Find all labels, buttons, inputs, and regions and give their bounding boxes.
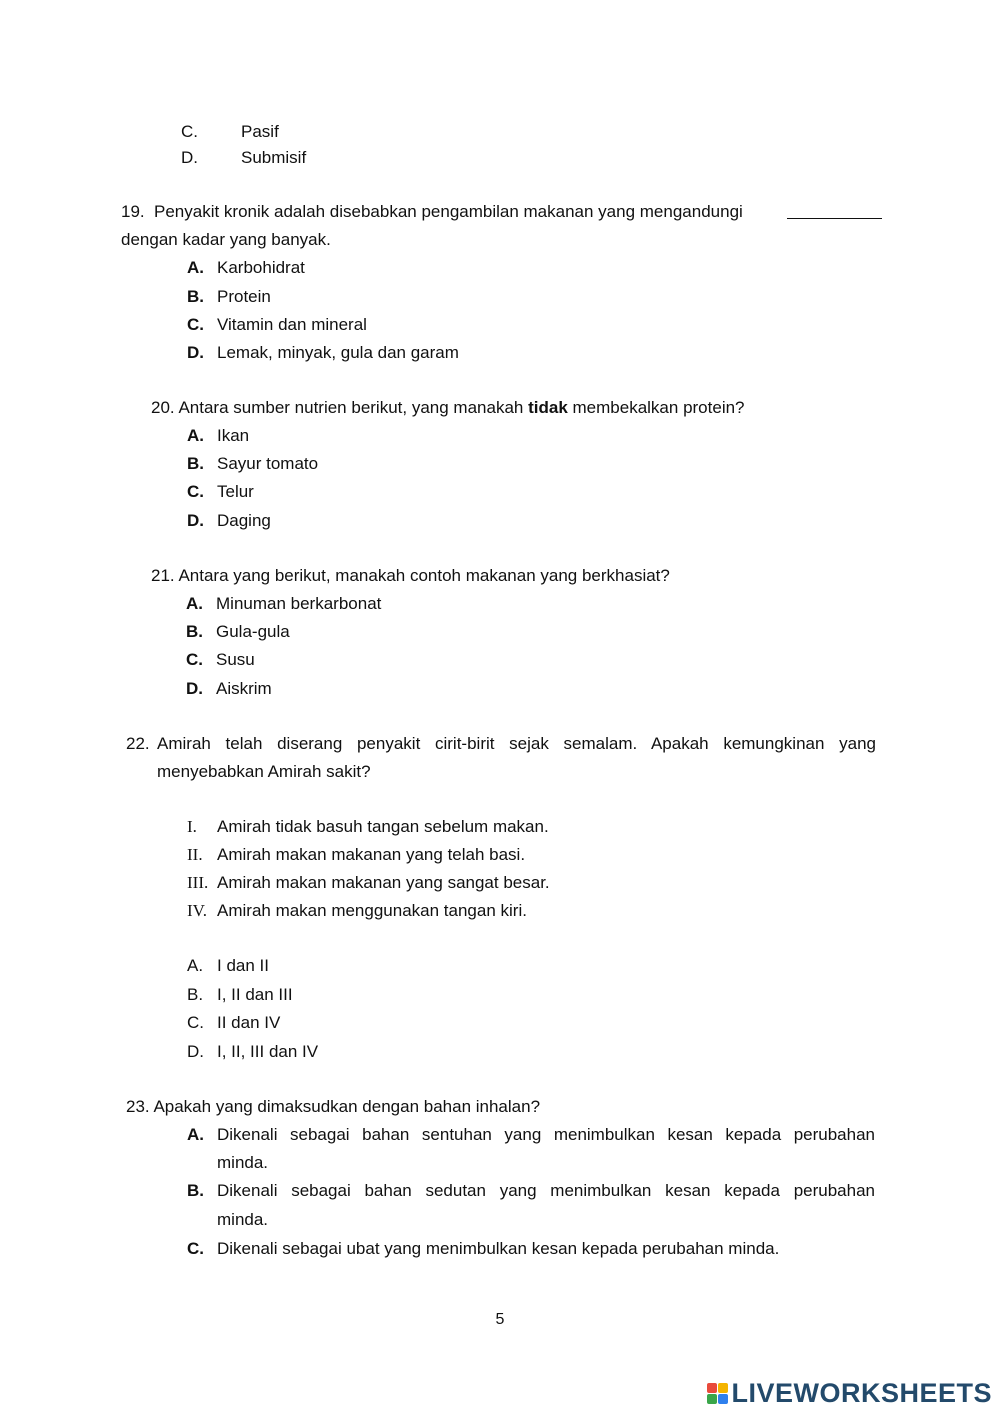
question-21-text: Antara yang berikut, manakah contoh makanan yang berkhasiat? <box>178 566 670 585</box>
q22-option-b-text: I, II dan III <box>217 985 293 1004</box>
logo-tile-blue <box>718 1394 728 1404</box>
q23-option-a-text: Dikenali sebagai bahan sentuhan yang menimbulkan kesan kepada perubahan <box>217 1125 875 1144</box>
q20-option-b-label: B. <box>187 454 204 473</box>
question-21-number: 21. <box>151 566 175 585</box>
statement-ii-label: II. <box>187 845 203 864</box>
q20-option-d-label: D. <box>187 511 204 530</box>
q23-option-a-label: A. <box>187 1125 204 1144</box>
q21-option-a-label: A. <box>186 594 203 613</box>
q22-option-a-text: I dan II <box>217 956 269 975</box>
q20-option-a-text: Ikan <box>217 426 250 445</box>
liveworksheets-logo-icon <box>707 1383 728 1404</box>
statement-ii-text: Amirah makan makanan yang telah basi. <box>217 845 526 864</box>
logo-tile-yellow <box>718 1383 728 1393</box>
q22-option-b-label: B. <box>187 985 204 1004</box>
q20-option-a-label: A. <box>187 426 204 445</box>
question-23 <box>126 1097 540 1117</box>
question-20-number: 20. <box>151 398 175 417</box>
q22-option-a-label: A. <box>187 956 204 975</box>
q22-option-d-label: D. <box>187 1042 204 1061</box>
q22-option-c-text: II dan IV <box>217 1013 281 1032</box>
question-19-text-cont: dengan kadar yang banyak. <box>121 230 331 249</box>
question-23-number: 23. <box>126 1097 150 1116</box>
question-22-number: 22. <box>126 734 150 753</box>
q21-option-c-text: Susu <box>216 650 255 669</box>
q21-option-d-label: D. <box>186 679 203 698</box>
q23-option-b-text: Dikenali sebagai bahan sedutan yang menimbulkan kesan kepada perubahan <box>217 1181 875 1200</box>
q22-option-c-label: C. <box>187 1013 204 1032</box>
option-d-text: Submisif <box>241 148 307 167</box>
question-19-text: Penyakit kronik adalah disebabkan pengambilan makanan yang mengandungi <box>154 202 743 221</box>
q23-option-b-label: B. <box>187 1181 204 1200</box>
q21-option-a-text: Minuman berkarbonat <box>216 594 382 613</box>
q23-option-a-text-cont: minda. <box>217 1153 269 1172</box>
q19-option-c-label: C. <box>187 315 204 334</box>
question-21 <box>151 566 670 586</box>
statement-i-label: I. <box>187 817 197 836</box>
logo-tile-red <box>707 1383 717 1393</box>
option-d-label: D. <box>181 148 198 167</box>
option-c-text: Pasif <box>241 122 279 141</box>
q20-option-c-text: Telur <box>217 482 254 501</box>
q19-option-d-text: Lemak, minyak, gula dan garam <box>217 343 459 362</box>
question-20-text: Antara sumber nutrien berikut, yang manakah <box>178 398 524 417</box>
q21-option-d-text: Aiskrim <box>216 679 272 698</box>
question-20-text-end: membekalkan protein? <box>572 398 745 417</box>
q19-option-d-label: D. <box>187 343 204 362</box>
logo-tile-green <box>707 1394 717 1404</box>
q20-option-d-text: Daging <box>217 511 271 530</box>
q22-option-d-text: I, II, III dan IV <box>217 1042 319 1061</box>
q20-option-b-text: Sayur tomato <box>217 454 319 473</box>
q19-option-b-text: Protein <box>217 287 271 306</box>
statement-iii-text: Amirah makan makanan yang sangat besar. <box>217 873 550 892</box>
q19-option-a-label: A. <box>187 258 204 277</box>
q23-option-b-text-cont: minda. <box>217 1210 269 1229</box>
liveworksheets-logo-text: LIVEWORKSHEETS <box>731 1377 992 1408</box>
q19-option-b-label: B. <box>187 287 204 306</box>
statement-iii-label: III. <box>187 873 209 892</box>
option-c-label: C. <box>181 122 198 141</box>
question-22-text: Amirah telah diserang penyakit cirit-birit sejak semalam. Apakah kemungkinan yang <box>157 734 876 753</box>
question-20 <box>151 398 745 418</box>
q23-option-c-text: Dikenali sebagai ubat yang menimbulkan kesan kepada perubahan minda. <box>217 1239 780 1258</box>
statement-i-text: Amirah tidak basuh tangan sebelum makan. <box>217 817 549 836</box>
page-number: 5 <box>495 1311 505 1328</box>
question-23-text: Apakah yang dimaksudkan dengan bahan inhalan? <box>153 1097 541 1116</box>
question-22-text-cont: menyebabkan Amirah sakit? <box>157 762 371 781</box>
statement-iv-text: Amirah makan menggunakan tangan kiri. <box>217 901 527 920</box>
statement-iv-label: IV. <box>187 901 207 920</box>
q19-option-a-text: Karbohidrat <box>217 258 305 277</box>
q20-option-c-label: C. <box>187 482 204 501</box>
q23-option-c-label: C. <box>187 1239 204 1258</box>
q19-option-c-text: Vitamin dan mineral <box>217 315 367 334</box>
answer-blank <box>787 218 882 219</box>
question-19-number: 19. <box>121 202 145 221</box>
q21-option-b-label: B. <box>186 622 203 641</box>
liveworksheets-logo <box>707 1378 992 1408</box>
question-20-emphasis: tidak <box>528 398 568 417</box>
q21-option-b-text: Gula-gula <box>216 622 290 641</box>
q21-option-c-label: C. <box>186 650 203 669</box>
